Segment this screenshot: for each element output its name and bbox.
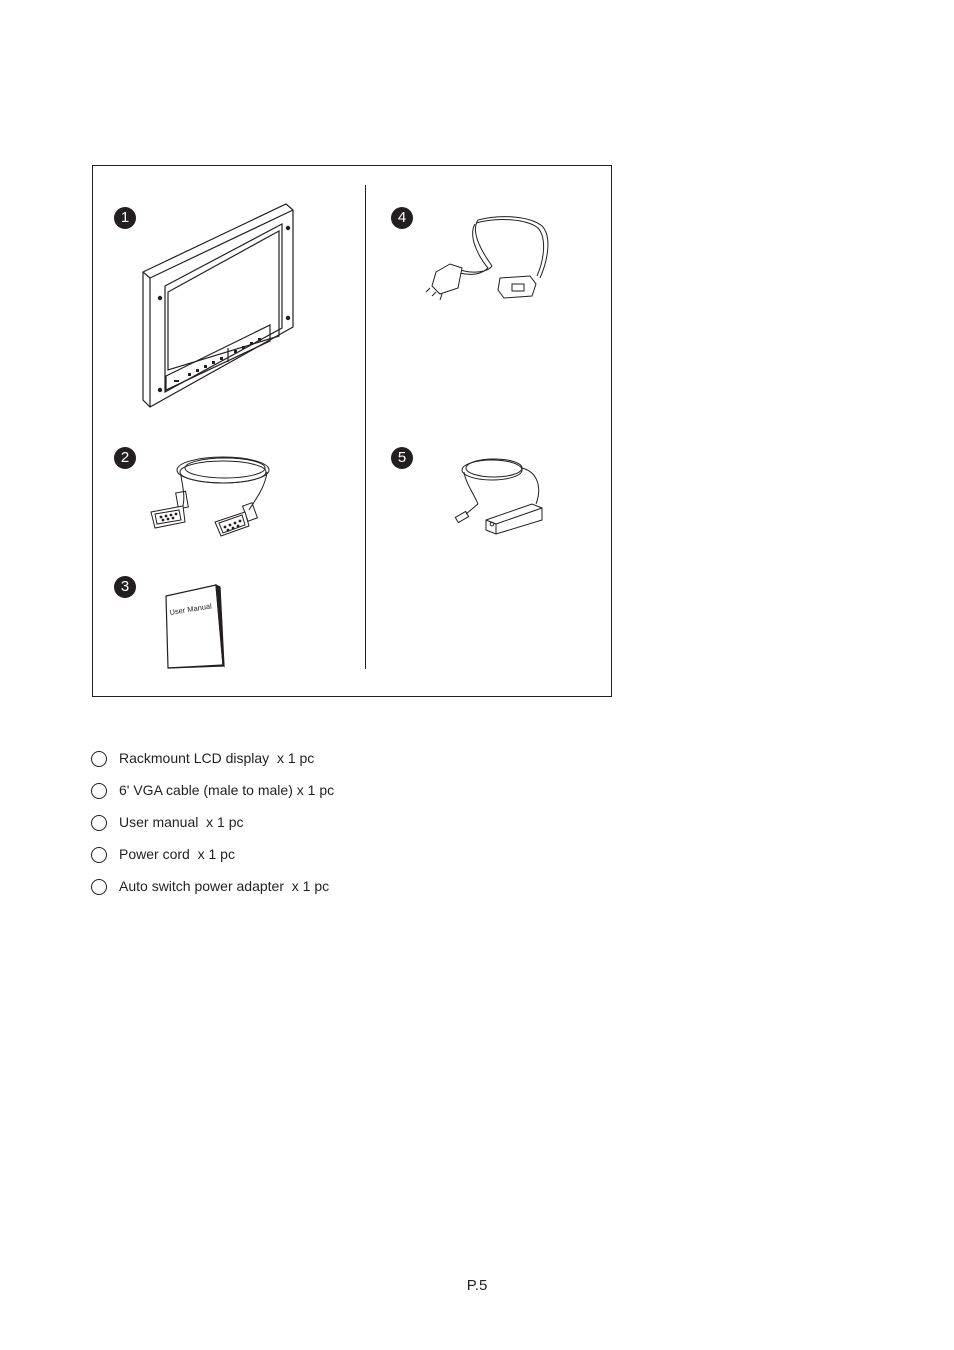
checkbox-circle-icon bbox=[91, 879, 107, 895]
item-label: Auto switch power adapter x 1 pc bbox=[119, 878, 330, 894]
checkbox-circle-icon bbox=[91, 815, 107, 831]
checkbox-circle-icon bbox=[91, 783, 107, 799]
power-adapter-illustration bbox=[452, 454, 552, 536]
badge-5: 5 bbox=[391, 447, 413, 469]
manual-cover-label: User Manual bbox=[168, 601, 213, 617]
item-label: User manual x 1 pc bbox=[119, 814, 244, 830]
page-number: P.5 bbox=[466, 1277, 488, 1294]
user-manual-illustration bbox=[160, 582, 230, 672]
power-cord-illustration bbox=[420, 212, 555, 300]
vga-cable-illustration bbox=[145, 448, 275, 538]
badge-3: 3 bbox=[114, 576, 136, 598]
item-label: 6' VGA cable (male to male) x 1 pc bbox=[119, 782, 335, 798]
rackmount-lcd-display-illustration bbox=[138, 200, 298, 410]
column-divider bbox=[365, 185, 366, 669]
item-label: Power cord x 1 pc bbox=[119, 846, 235, 862]
badge-2: 2 bbox=[114, 447, 136, 469]
item-label: Rackmount LCD display x 1 pc bbox=[119, 750, 315, 766]
badge-4: 4 bbox=[391, 207, 413, 229]
checkbox-circle-icon bbox=[91, 751, 107, 767]
checkbox-circle-icon bbox=[91, 847, 107, 863]
badge-1: 1 bbox=[114, 207, 136, 229]
